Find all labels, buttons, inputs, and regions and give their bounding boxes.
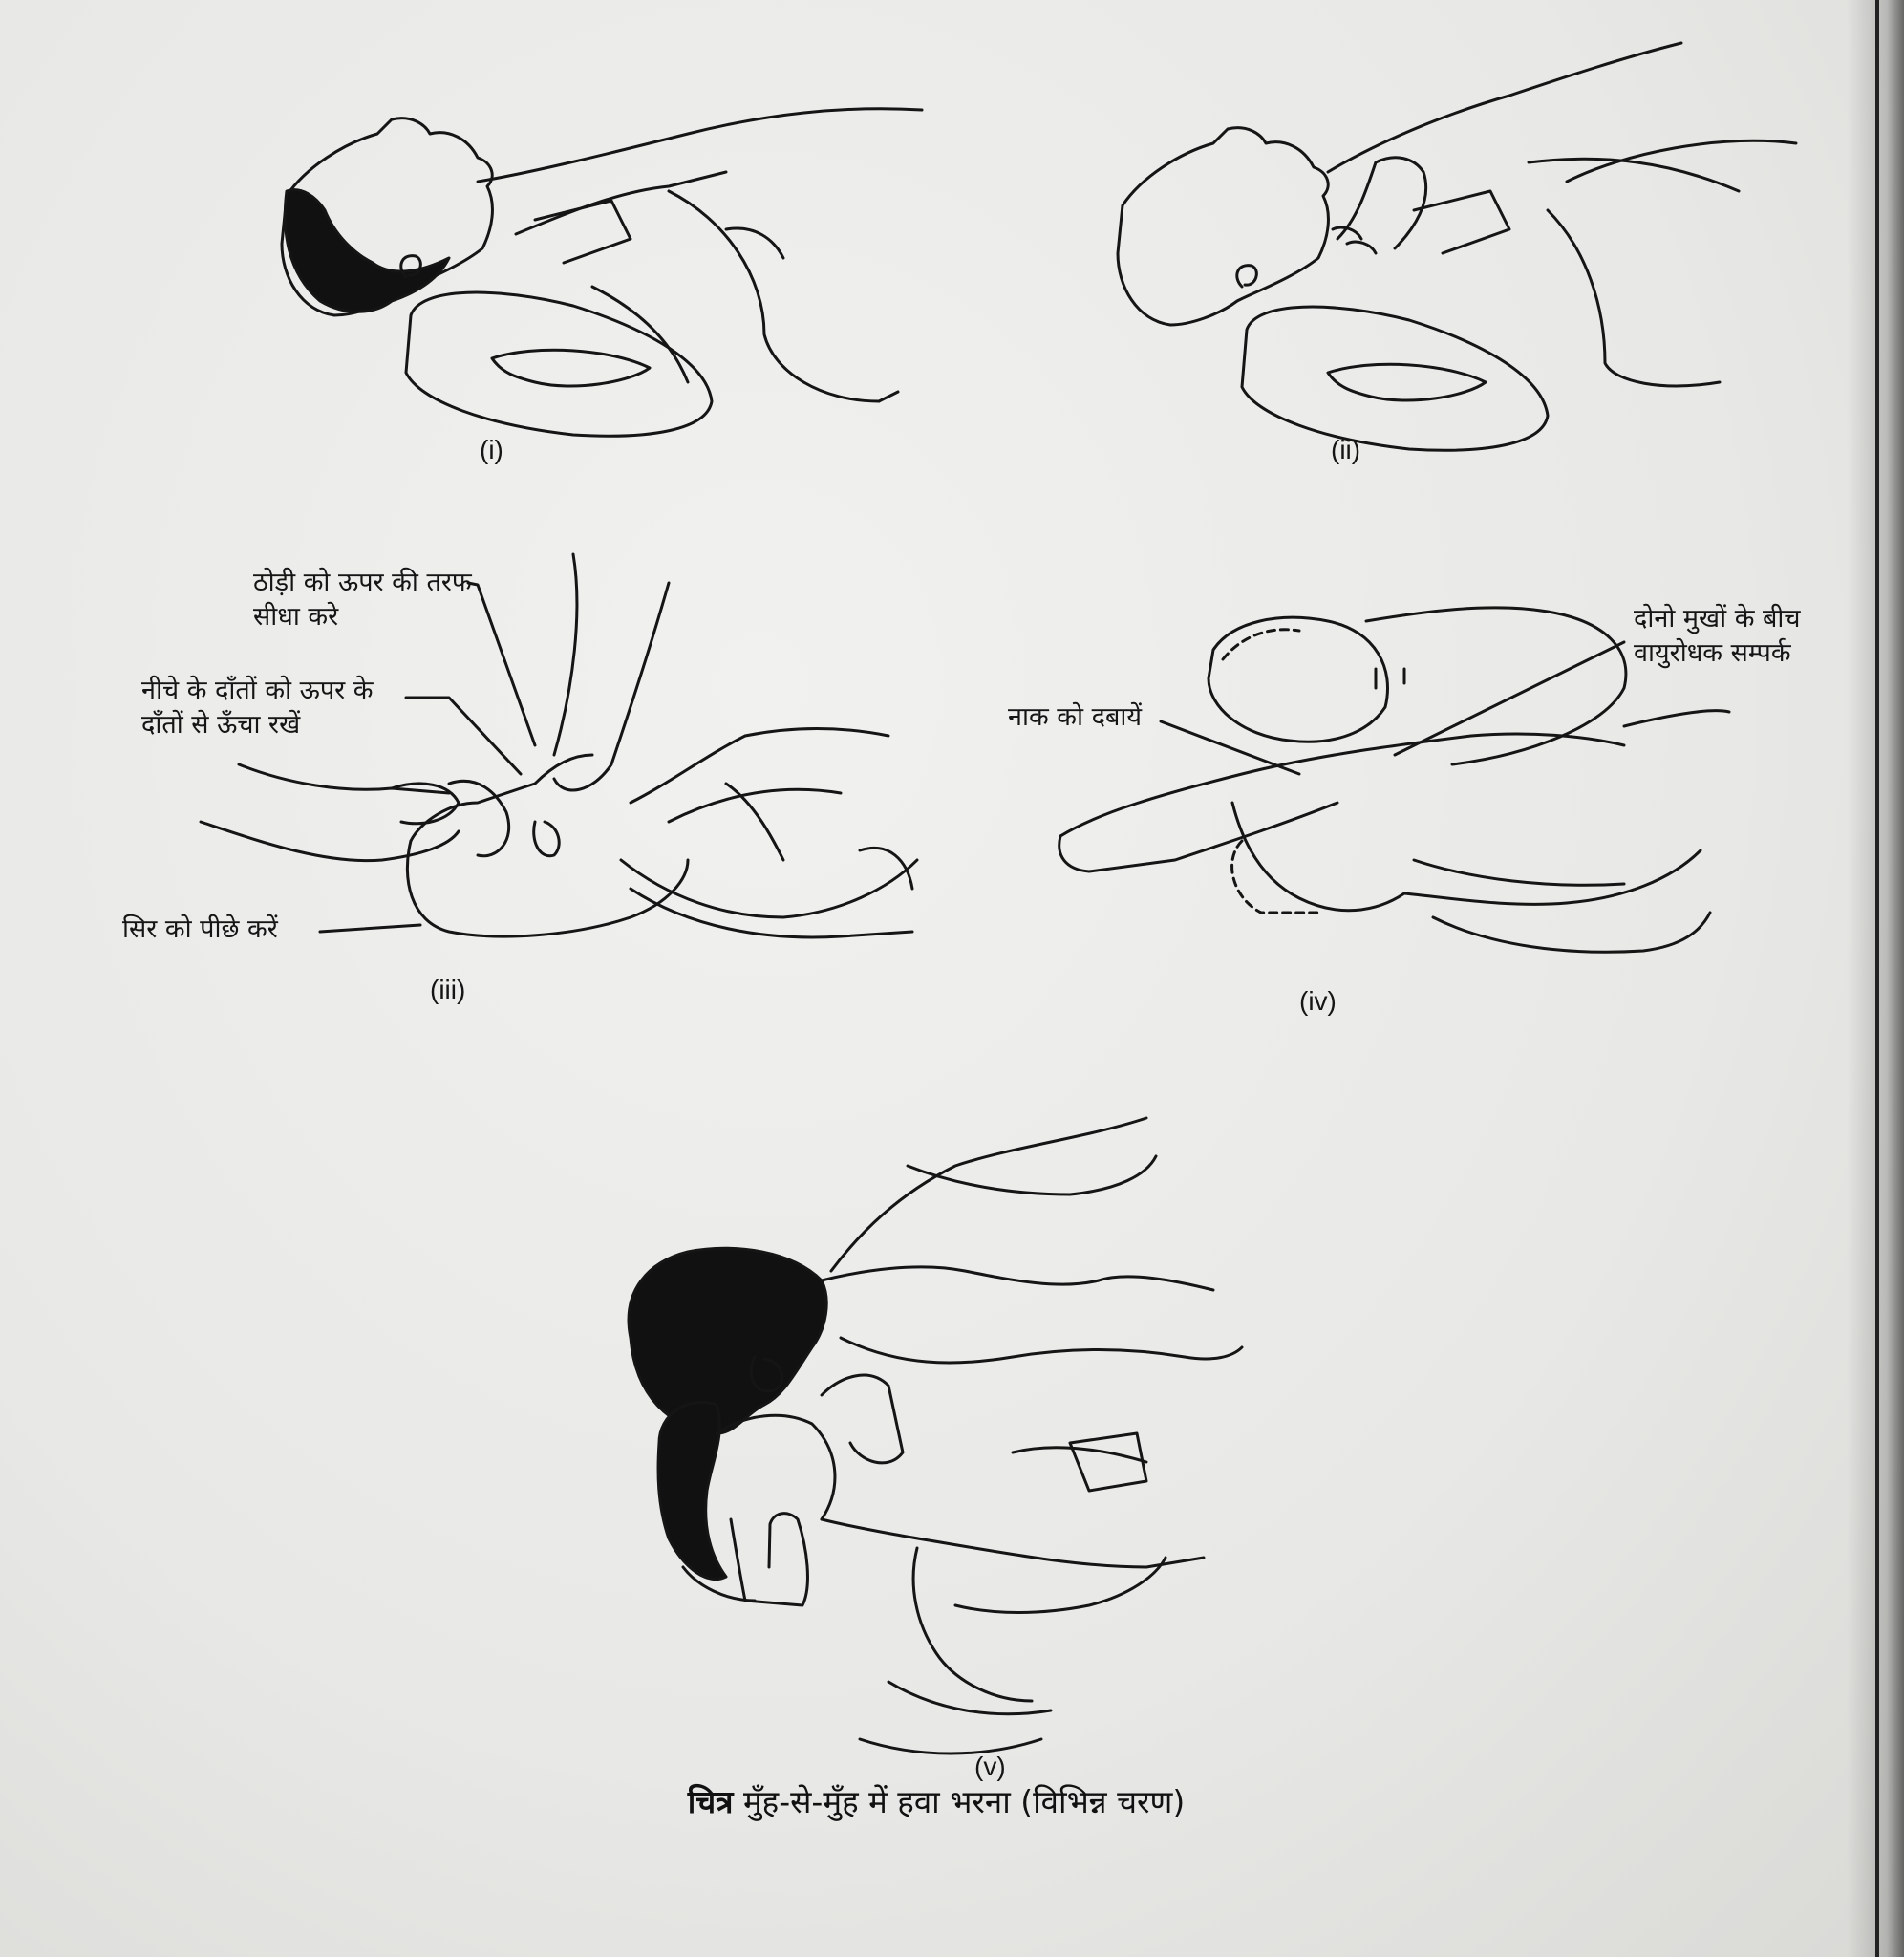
figure-iv-label: (iv)	[1299, 986, 1337, 1016]
callout-chin: ठोड़ी को ऊपर की तरफ सीधा करे	[253, 568, 472, 632]
figure-caption	[669, 1779, 1204, 1822]
callout-seal: दोनो मुखों के बीच वायुरोधक सम्पर्क	[1634, 604, 1801, 668]
figure-ii-drawing	[1118, 43, 1796, 450]
callout-head: सिर को पीछे करें	[122, 914, 278, 944]
figure-ii-label: (ii)	[1331, 435, 1361, 464]
page-edge-line	[1875, 0, 1879, 1957]
caption-prefix: चित्र	[687, 1783, 734, 1820]
caption-text: मुँह-से-मुँह में हवा भरना (विभिन्न चरण)	[742, 1783, 1186, 1820]
figure-i-label: (i)	[480, 435, 503, 464]
figure-i-drawing	[282, 109, 922, 437]
figure-v-label: (v)	[974, 1752, 1006, 1781]
figure-v-drawing	[629, 1118, 1242, 1753]
callout-nose: नाक को दबायें	[1008, 702, 1143, 732]
figure-iv-drawing	[1059, 608, 1729, 952]
figure-iii-label: (iii)	[430, 975, 466, 1004]
callout-teeth: नीचे के दाँतों को ऊपर के दाँतों से ऊँचा रखें	[141, 676, 374, 740]
